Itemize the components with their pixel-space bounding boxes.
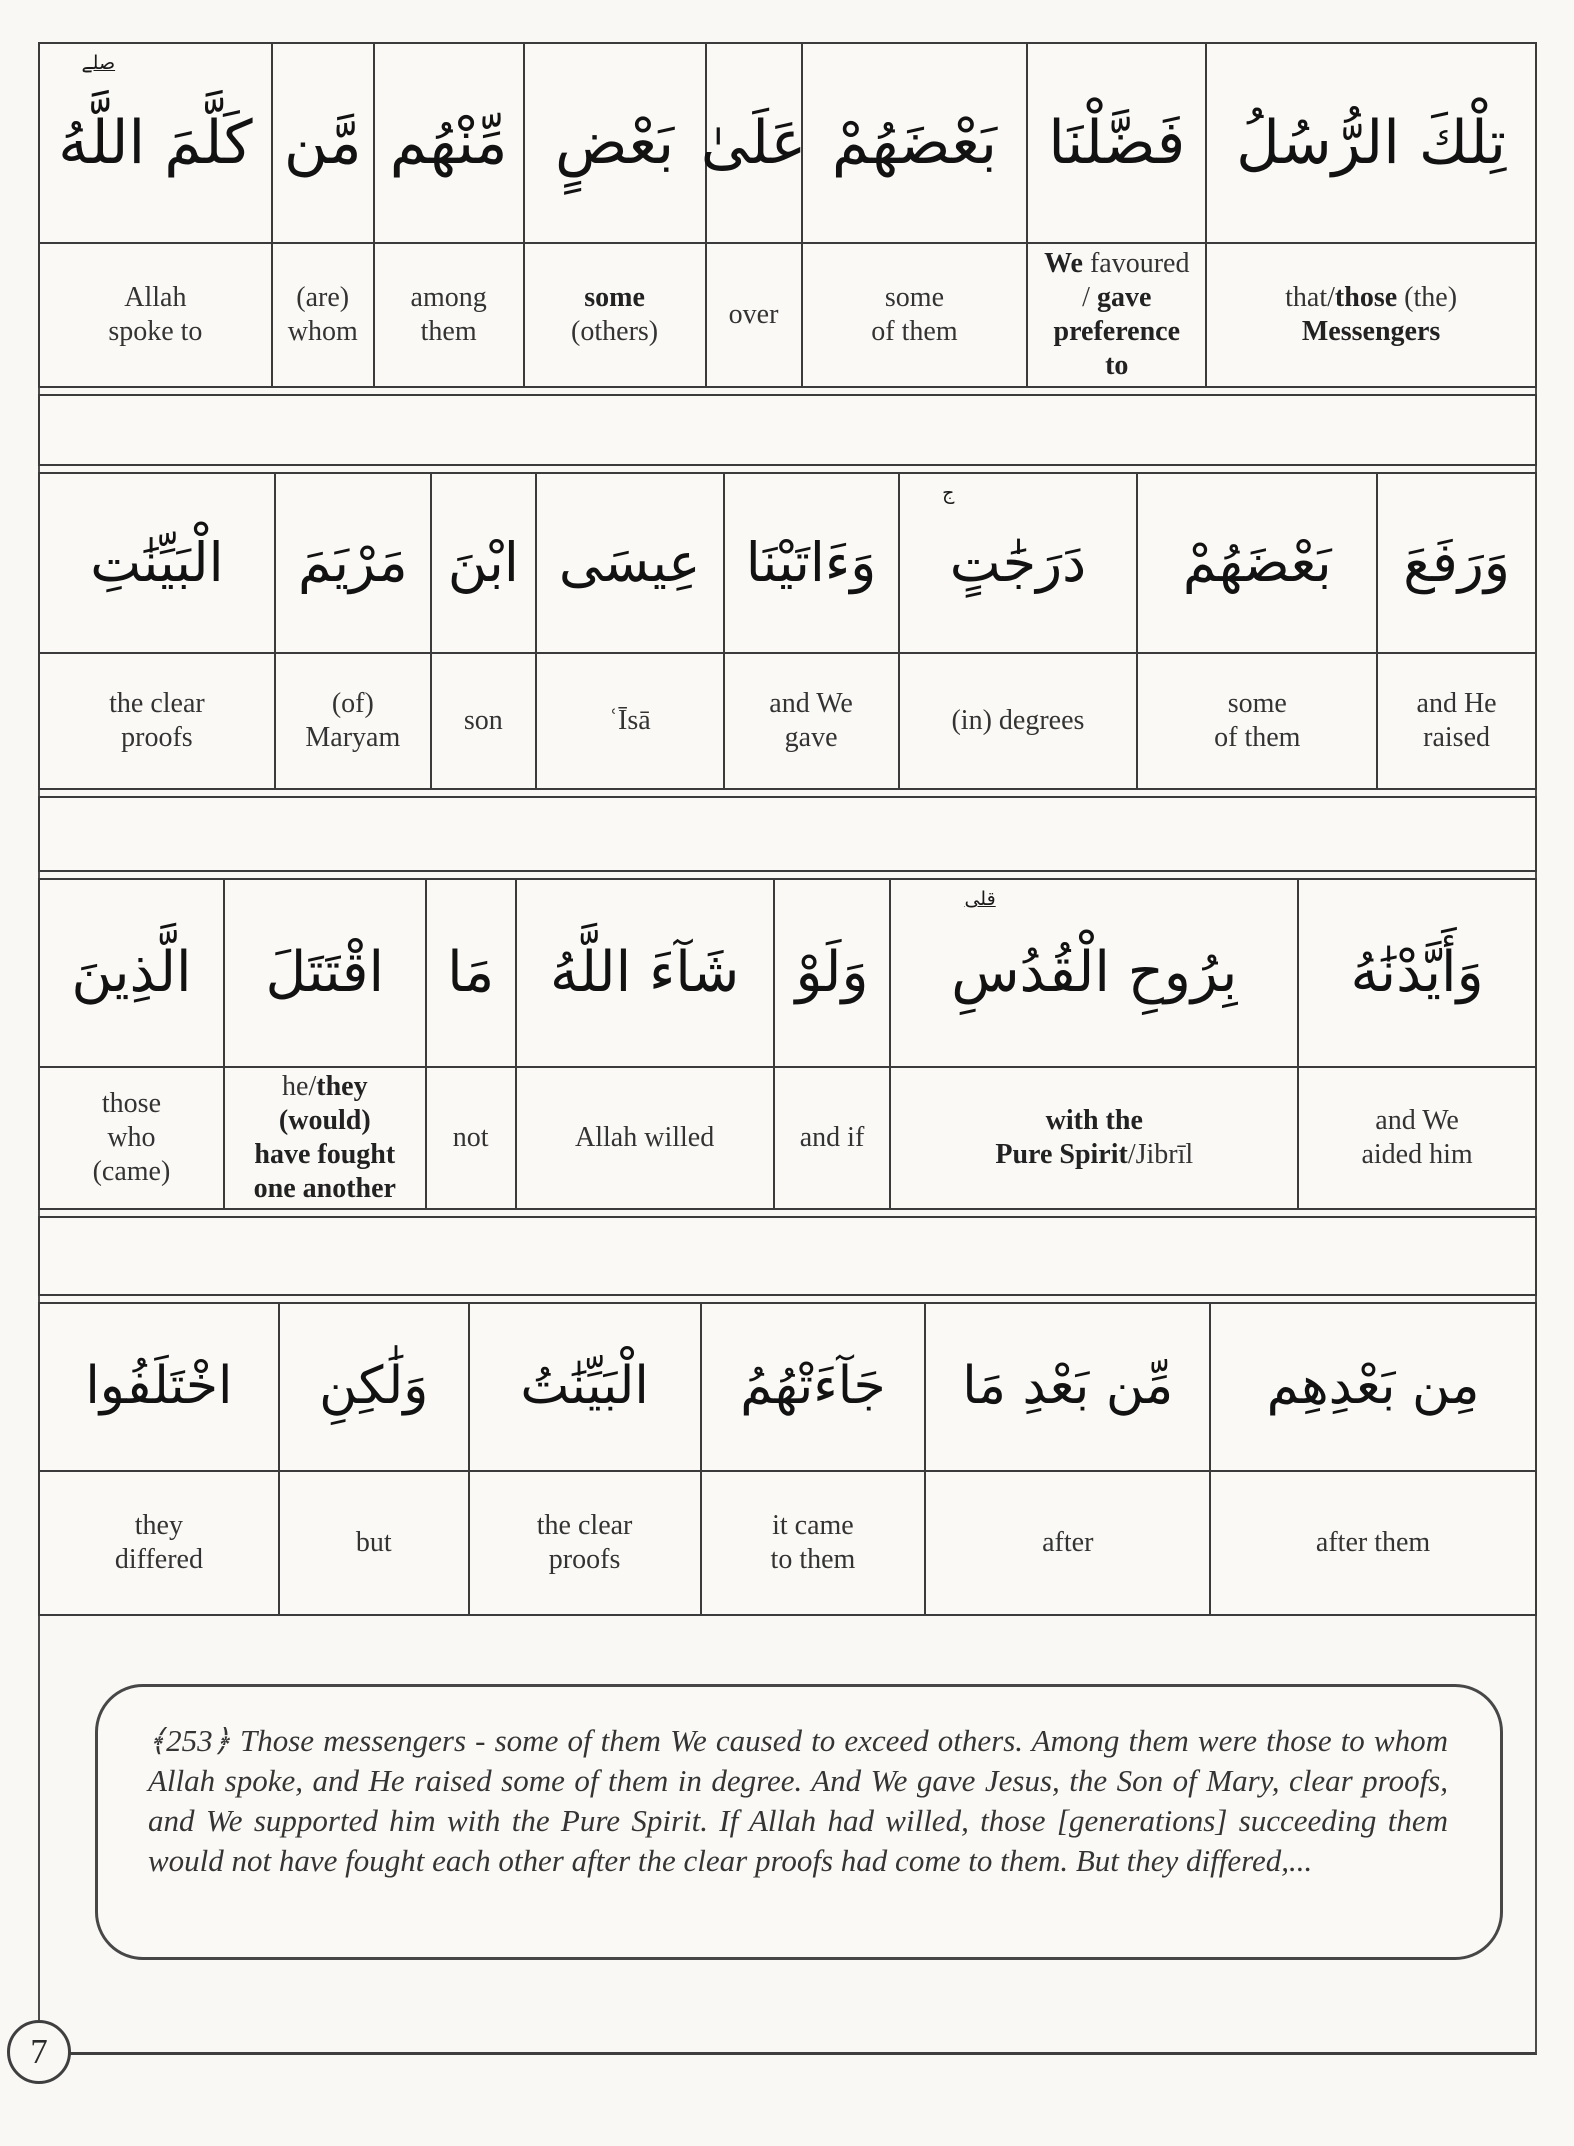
arabic-word: اقْتَتَلَ <box>265 939 385 1005</box>
verse-translation-text <box>148 1721 1448 1881</box>
english-meaning-cell: (of) Maryam <box>276 654 432 788</box>
arabic-word-cell <box>40 880 225 1066</box>
arabic-word: ابْنَ <box>447 530 519 594</box>
arabic-word: بَعْضَهُمْ <box>1182 530 1332 594</box>
arabic-word-cell <box>891 880 1299 1066</box>
arabic-word: مِّنْهُم <box>389 107 508 178</box>
arabic-word-cell <box>427 880 517 1066</box>
arabic-word: مَا <box>447 939 495 1005</box>
verse-number-marker: ﴾253﴿ <box>148 1723 231 1758</box>
arabic-word-cell <box>40 1304 280 1470</box>
page-number: 7 <box>30 2032 48 2071</box>
english-meaning-cell: among them <box>375 244 525 386</box>
separator-band <box>38 1216 1537 1296</box>
arabic-word-cell <box>1138 474 1378 652</box>
english-meaning-cell: some (others) <box>525 244 707 386</box>
arabic-word-cell <box>900 474 1139 652</box>
arabic-word-cell <box>1378 474 1535 652</box>
english-meaning-cell: they differed <box>40 1472 280 1614</box>
english-meaning-cell: (in) degrees <box>900 654 1139 788</box>
english-meaning-cell: but <box>280 1472 470 1614</box>
verse-row-block <box>38 42 1537 388</box>
english-meaning-cell: the clear proofs <box>40 654 276 788</box>
arabic-word-cell <box>1028 44 1207 242</box>
arabic-word: كَلَّمَ اللَّهُ <box>58 107 253 178</box>
english-meaning-cell: son <box>432 654 537 788</box>
english-meaning-cell: after <box>926 1472 1211 1614</box>
arabic-word: عِيسَى <box>558 530 701 594</box>
verse-translation-body: Those messengers - some of them We caused to exceed others. Among them were those to whom Allah spoke, and He raised some of them in degree. And We gave Jesus, the Son of Mary, clear proofs, and We supported him with the Pure Spirit. If Allah had willed, those [generations] succeeding them would not have fought each other after the clear proofs had come to them. But they differed,... <box>148 1723 1448 1878</box>
verse-row-block <box>38 472 1537 790</box>
arabic-word-cell <box>1207 44 1535 242</box>
english-row <box>40 1472 1535 1614</box>
english-meaning-cell: some of them <box>1138 654 1378 788</box>
arabic-word-cell <box>470 1304 702 1470</box>
arabic-word: مَّن <box>283 107 362 178</box>
verse-row-block <box>38 878 1537 1210</box>
arabic-word-cell <box>432 474 537 652</box>
arabic-word-cell <box>517 880 775 1066</box>
arabic-word: اخْتَلَفُوا <box>85 1356 233 1417</box>
arabic-word: فَضَّلْنَا <box>1048 107 1186 178</box>
arabic-word-cell <box>700 44 807 242</box>
arabic-word: وَلَوْ <box>795 939 869 1005</box>
arabic-word-cell <box>803 44 1029 242</box>
arabic-word-cell <box>775 880 892 1066</box>
english-meaning-cell: those who (came) <box>40 1068 225 1208</box>
word-translation-table <box>38 42 1537 1622</box>
arabic-word: دَرَجَٰتٍ <box>949 530 1087 594</box>
english-row <box>40 1068 1535 1208</box>
arabic-row <box>40 880 1535 1068</box>
english-meaning-cell: and We gave <box>725 654 900 788</box>
arabic-word: تِلْكَ الرُّسُلُ <box>1236 107 1507 178</box>
arabic-word: مَرْيَمَ <box>298 530 408 594</box>
english-meaning-cell: ʿĪsā <box>537 654 725 788</box>
arabic-word-cell <box>280 1304 470 1470</box>
separator-band <box>38 796 1537 872</box>
arabic-word-cell <box>1211 1304 1535 1470</box>
arabic-word: بَعْضَهُمْ <box>831 107 998 178</box>
arabic-word-cell <box>276 474 432 652</box>
arabic-row <box>40 44 1535 244</box>
arabic-word-cell <box>525 44 707 242</box>
arabic-row <box>40 1304 1535 1472</box>
arabic-word-cell <box>40 474 276 652</box>
arabic-word-cell <box>537 474 725 652</box>
english-row <box>40 654 1535 788</box>
page-number-badge <box>7 2020 71 2084</box>
arabic-word: الْبَيِّنَٰتُ <box>520 1356 649 1417</box>
english-meaning-cell: Allah spoke to <box>40 244 273 386</box>
english-meaning-cell: (are) whom <box>273 244 375 386</box>
arabic-word-cell <box>40 44 273 242</box>
arabic-word: بِرُوحِ الْقُدُسِ <box>951 939 1238 1005</box>
english-meaning-cell: it came to them <box>702 1472 927 1614</box>
english-meaning-cell: and He raised <box>1416 688 1497 753</box>
arabic-word-cell <box>375 44 525 242</box>
english-meaning-cell: he/they (would) have fought one another <box>225 1068 427 1208</box>
arabic-word-cell <box>926 1304 1211 1470</box>
english-meaning-cell: the clear proofs <box>470 1472 702 1614</box>
arabic-word: الَّذِينَ <box>71 939 192 1005</box>
arabic-word: وَأَيَّدْنَٰهُ <box>1350 939 1484 1005</box>
english-meaning-cell: and We aided him <box>1361 1105 1473 1170</box>
arabic-word-cell <box>702 1304 927 1470</box>
english-meaning-cell: and if <box>775 1068 892 1208</box>
english-meaning-cell: after them <box>1315 1527 1431 1558</box>
arabic-word-cell <box>1299 880 1535 1066</box>
arabic-word-cell <box>225 880 427 1066</box>
arabic-word: جَآءَتْهُمُ <box>740 1356 886 1417</box>
arabic-word: وَلَٰكِنِ <box>319 1356 429 1417</box>
arabic-word: بَعْضٍ <box>555 107 675 178</box>
arabic-word: شَآءَ اللَّهُ <box>549 939 740 1005</box>
arabic-row <box>40 474 1535 654</box>
pause-mark: قلى <box>964 888 996 910</box>
verse-translation-box <box>95 1684 1503 1960</box>
verse-row-block <box>38 1302 1537 1616</box>
arabic-word: وَرَفَعَ <box>1403 530 1510 594</box>
arabic-word: عَلَىٰ <box>700 107 807 178</box>
arabic-word: مِن بَعْدِهِم <box>1266 1356 1480 1417</box>
english-meaning-cell: Allah willed <box>517 1068 775 1208</box>
english-meaning-cell: that/those (the) Messengers <box>1285 282 1458 347</box>
arabic-word-cell <box>725 474 900 652</box>
english-meaning-cell: We favoured / gave preference to <box>1028 244 1207 386</box>
arabic-word: مِّن بَعْدِ مَا <box>962 1356 1174 1417</box>
english-meaning-cell: not <box>427 1068 517 1208</box>
pause-mark: صلے <box>81 52 116 74</box>
english-row <box>40 244 1535 386</box>
english-meaning-cell: some of them <box>803 244 1029 386</box>
arabic-word-cell <box>273 44 375 242</box>
separator-band <box>38 394 1537 466</box>
arabic-word: وَءَاتَيْنَا <box>745 530 877 594</box>
arabic-word: الْبَيِّنَٰتِ <box>90 530 224 594</box>
pause-mark: ج <box>942 482 955 504</box>
english-meaning-cell: over <box>707 244 803 386</box>
english-meaning-cell: with the Pure Spirit/Jibrīl <box>891 1068 1299 1208</box>
